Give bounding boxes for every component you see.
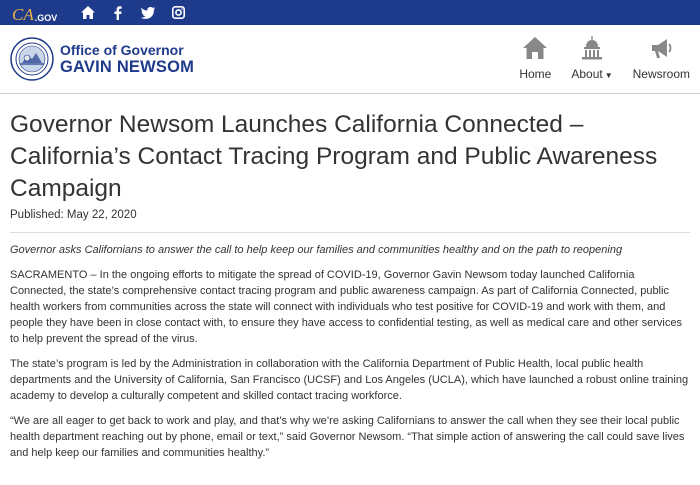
ca-gov-logo-gov: .GOV [34, 12, 58, 23]
nav-about[interactable] [571, 35, 612, 83]
facebook-icon[interactable] [109, 4, 127, 22]
nav-home[interactable] [519, 35, 551, 83]
capitol-icon [579, 35, 605, 61]
published-date: Published: May 22, 2020 [10, 209, 137, 221]
office-title-line1: Office of Governor [60, 41, 184, 58]
article-subtitle: Governor asks Californians to answer the call to help keep our families and communities healthy and on the path to reopening [10, 244, 623, 256]
nav-about-text: About [571, 67, 603, 81]
nav-about-label [571, 67, 612, 83]
article-paragraph-3: “We are all eager to get back to work and play, and that’s why we’re asking Californians to answer the call when they see their local public health department reaching out by phone, email or text,” said Governor Newsom. “That simple action of answering the call could save lives and help keep our families and communities healthy.” [10, 415, 685, 459]
home-icon[interactable] [79, 4, 97, 22]
instagram-icon[interactable] [169, 4, 187, 22]
nav-newsroom[interactable] [633, 35, 690, 83]
top-bar [0, 0, 700, 25]
caret-down-icon: ▼ [604, 71, 613, 80]
nav-home-label: Home [519, 67, 552, 81]
article-paragraph-1: SACRAMENTO – In the ongoing efforts to mitigate the spread of COVID-19, Governor Gavin Newsom today launched California Connected, the state’s comprehensive contact tracing program and public awareness campaign. As part of California Connected, public health workers from communities across the state will connect with individuals who test positive for COVID-19 and work with them, and people they have been in close contact with, to ensure they have access to confidential testing, as well as medical care and other services to help prevent the spread of the virus. [10, 269, 682, 345]
article [0, 109, 700, 461]
home-icon [522, 35, 548, 61]
nav-newsroom-label: Newsroom [632, 67, 690, 81]
megaphone-icon [648, 35, 674, 61]
ca-gov-logo[interactable] [12, 3, 57, 23]
site-header [0, 25, 700, 94]
governor-seal-icon[interactable] [10, 37, 54, 81]
twitter-icon[interactable] [139, 4, 157, 22]
ca-gov-logo-ca: CA [12, 4, 34, 24]
article-title: Governor Newsom Launches California Connected – California’s Contact Tracing Program and Public Awareness Campaign [10, 111, 658, 202]
main-nav [509, 35, 700, 83]
article-paragraph-2: The state’s program is led by the Administration in collaboration with the California Department of Public Health, local public health departments and the University of California, San Francisco (UCSF) and Los Angeles (UCLA), which have launched a robust online training academy to develop a culturally competent and skilled contact tracing workforce. [10, 358, 689, 402]
office-title-line2: GAVIN NEWSOM [60, 57, 195, 76]
divider [10, 232, 690, 233]
office-title[interactable] [60, 43, 194, 76]
